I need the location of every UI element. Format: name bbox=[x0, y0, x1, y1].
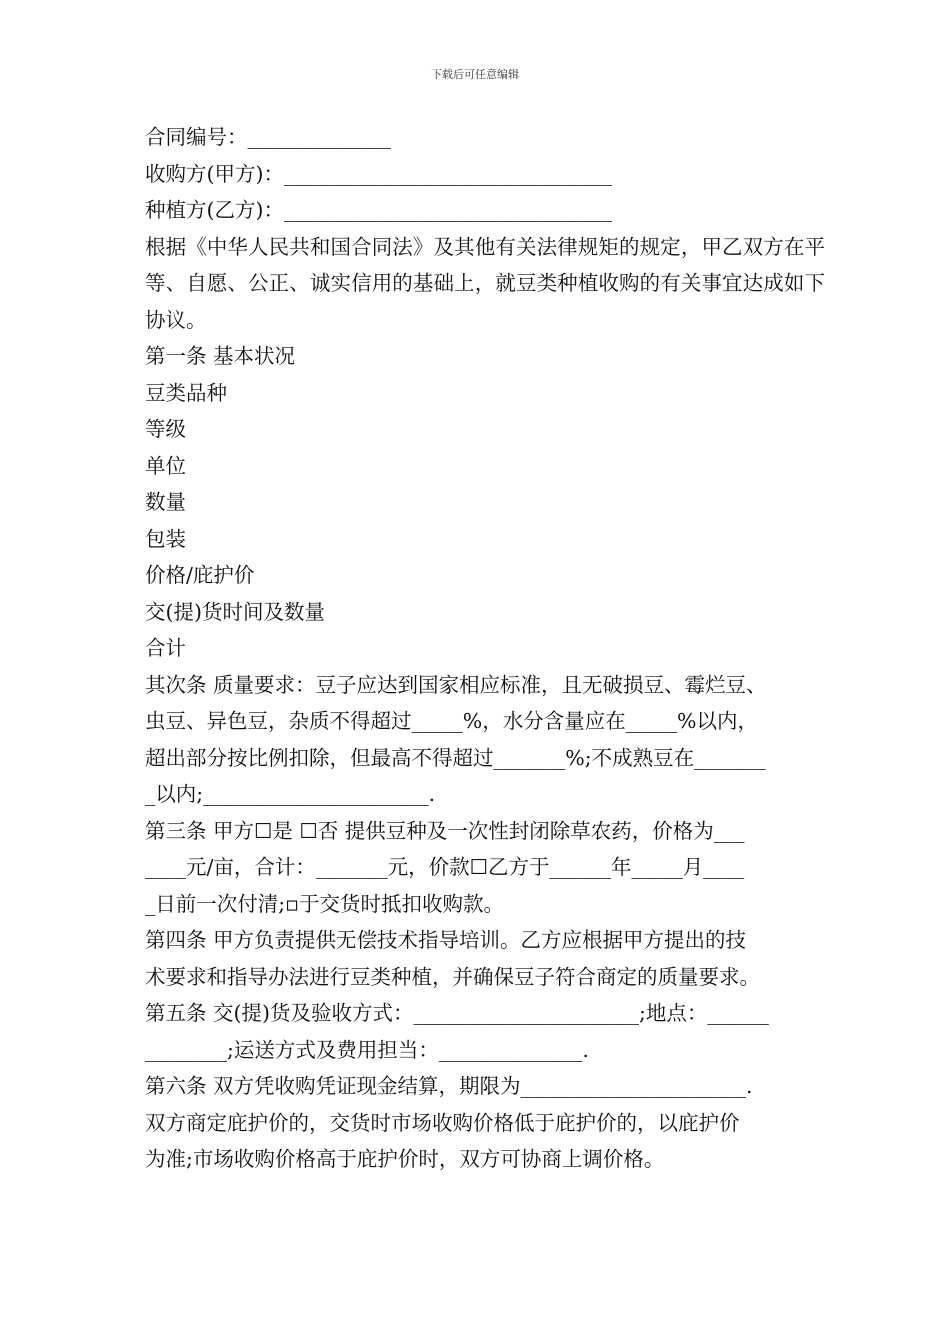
article-6-line: 第六条 双方凭收购凭证现金结算，期限为______________________. bbox=[145, 1074, 753, 1098]
contract-number-line: 合同编号：______________ bbox=[145, 125, 391, 149]
article-3-line: 第三条 甲方☐是 ☐否 提供豆种及一次性封闭除草农药，价格为___ bbox=[145, 818, 745, 843]
article-5-line: ________;运送方式及费用担当：______________. bbox=[145, 1037, 589, 1062]
article-4-line: 第四条 甲方负责提供无偿技术指导培训。乙方应根据甲方提出的技 bbox=[145, 928, 747, 952]
preamble-paragraph: 根据《中华人民共和国合同法》及其他有关法律规矩的规定，甲乙双方在平等、自愿、公正、诚实信用的基础上，就豆类种植收购的有关事宜达成如下协议。 bbox=[145, 234, 825, 332]
article-3-line: _日前一次付清;▫于交货时抵扣收购款。 bbox=[145, 891, 505, 916]
page-header: 下载后可任意编辑 bbox=[431, 68, 519, 81]
article-2-line: 其次条 质量要求：豆子应达到国家相应标准，且无破损豆、霉烂豆、 bbox=[145, 672, 767, 697]
article-1-item: 包装 bbox=[145, 526, 186, 551]
grower-line: 种植方(乙方)：________________________________ bbox=[145, 198, 612, 222]
article-1-item: 数量 bbox=[145, 490, 186, 514]
article-1-item: 豆类品种 bbox=[145, 380, 227, 405]
buyer-line: 收购方(甲方)：________________________________ bbox=[145, 161, 612, 186]
article-1-title: 第一条 基本状况 bbox=[145, 344, 296, 368]
article-6-paragraph-line: 为准;市场收购价格高于庇护价时，双方可协商上调价格。 bbox=[145, 1147, 665, 1171]
contract-body bbox=[145, 119, 825, 1178]
article-2-line: 虫豆、异色豆，杂质不得超过_____%，水分含量应在_____%以内， bbox=[145, 709, 758, 733]
article-1-item: 交(提)货时间及数量 bbox=[145, 599, 325, 624]
article-1-item: 价格/庇护价 bbox=[145, 563, 255, 587]
article-2-line: 超出部分按比例扣除，但最高不得超过_______%;不成熟豆在_______ bbox=[145, 745, 766, 770]
article-5-line: 第五条 交(提)货及验收方式：______________________;地点：______ bbox=[145, 1001, 769, 1025]
article-4-line: 术要求和指导办法进行豆类种植，并确保豆子符合商定的质量要求。 bbox=[145, 964, 760, 989]
article-2-line: _以内;______________________. bbox=[145, 782, 436, 806]
article-6-paragraph-line: 双方商定庇护价的，交货时市场收购价格低于庇护价的，以庇护价 bbox=[145, 1110, 740, 1135]
article-1-item: 等级 bbox=[145, 417, 186, 441]
article-3-line: ____元/亩，合计：_______元，价款☐乙方于______年_____月____ bbox=[145, 855, 745, 879]
article-1-item: 合计 bbox=[145, 636, 186, 660]
article-1-item: 单位 bbox=[145, 453, 186, 478]
